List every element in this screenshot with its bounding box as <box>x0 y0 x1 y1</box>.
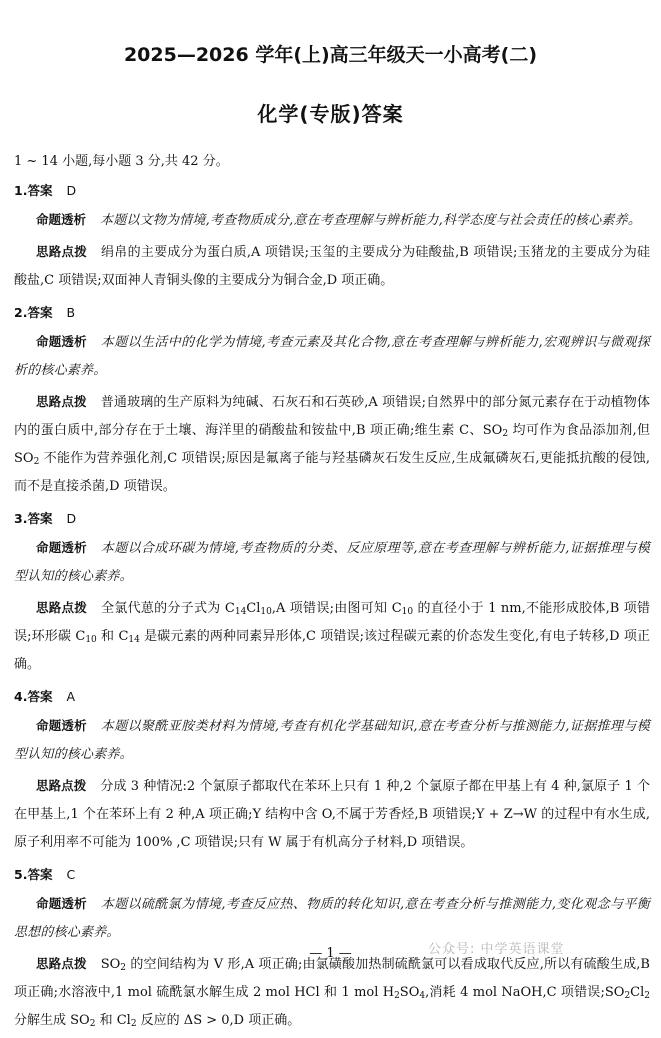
question-number: 1. <box>14 183 28 198</box>
tips-text: 2 <box>644 991 651 1001</box>
tips-text: 4 <box>419 991 426 1001</box>
answer-label: 答案 <box>27 689 53 704</box>
tips-text: 的直径小于 1 nm,不能形成胶体,B 项错误;环形碳 C <box>14 601 650 644</box>
watermark: 公众号: 中学英语课堂 <box>428 942 565 957</box>
tips-paragraph <box>14 772 650 857</box>
tips-text: 绢帛的主要成分为蛋白质,A 项错误;玉玺的主要成分为硅酸盐,B 项错误;玉猪龙的主要成分为硅酸盐,C 项错误;双面神人青铜头像的主要成分为铜合金,D 项正确。 <box>14 245 650 288</box>
question-number: 5. <box>14 867 28 882</box>
analysis-text: 本题以聚酰亚胺类材料为情境,考查有机化学基础知识,意在考查分析与推测能力,证据推理与模型认知的核心素养。 <box>14 719 650 762</box>
tips-paragraph <box>14 594 650 679</box>
tips-paragraph <box>14 950 650 1035</box>
tips-text: 2 <box>33 457 40 467</box>
tips-text: 14 <box>234 607 247 617</box>
tips-text: SO <box>399 985 420 1000</box>
analysis-paragraph <box>14 206 650 235</box>
question-answer-line <box>14 682 650 712</box>
tips-text: SO <box>100 957 121 972</box>
analysis-label: 命题透析 <box>36 896 87 911</box>
tips-label: 思路点拨 <box>36 394 87 409</box>
tips-text: 全氯代葸的分子式为 C <box>101 601 235 616</box>
analysis-text: 本题以文物为情境,考查物质成分,意在考查理解与辨析能力,科学态度与社会责任的核心素养。 <box>100 213 642 228</box>
answer-label: 答案 <box>27 511 53 526</box>
tips-text: ,消耗 4 mol NaOH,C 项错误;SO <box>425 985 625 1000</box>
section-intro: 1 ~ 14 小题,每小题 3 分,共 42 分。 <box>14 154 229 169</box>
tips-text: Cl <box>246 601 261 616</box>
tips-text: 是碳元素的两种同素异形体,C 项错误;该过程碳元素的价态发生变化,有电子转移,D 项正确。 <box>14 629 650 672</box>
analysis-label: 命题透析 <box>36 540 87 555</box>
answer-label: 答案 <box>27 305 53 320</box>
tips-text: 2 <box>502 429 509 439</box>
tips-text: ,A 项错误;由图可知 C <box>271 601 402 616</box>
tips-text: 的空间结构为 V 形,A 项正确;由氯磺酸加热制硫酰氯可以看成取代反应,所以有硫酸生成,B 项正确;水溶液中,1 mol 硫酰氯水解生成 2 mol HCl 和 1 mol H <box>14 957 650 1000</box>
question-answer-line <box>14 176 650 206</box>
answer-value: C <box>66 867 76 882</box>
tips-paragraph <box>14 238 650 295</box>
question-number: 2. <box>14 305 28 320</box>
tips-label: 思路点拨 <box>36 244 88 259</box>
tips-label: 思路点拨 <box>36 956 87 971</box>
analysis-paragraph <box>14 534 650 591</box>
tips-text: 2 <box>89 1019 96 1029</box>
tips-text: 10 <box>401 607 414 617</box>
question-block <box>14 176 650 295</box>
question-block <box>14 298 650 501</box>
answer-label: 答案 <box>27 867 53 882</box>
tips-text: 反应的 ΔS > 0,D 项正确。 <box>136 1013 301 1028</box>
tips-text: 和 C <box>96 629 129 644</box>
tips-text: 分解生成 SO <box>14 1013 90 1028</box>
analysis-label: 命题透析 <box>36 212 87 227</box>
question-number: 3. <box>14 511 28 526</box>
tips-text: 不能作为营养强化剂,C 项错误;原因是氟离子能与羟基磷灰石发生反应,生成氟磷灰石,更能抵抗酸的侵蚀,而不是直接杀菌,D 项错误。 <box>14 451 650 494</box>
answer-list <box>14 176 650 1038</box>
answer-value: D <box>66 183 77 198</box>
tips-text: 均可作为食品添加剂,但 SO <box>14 423 650 466</box>
tips-text: 10 <box>85 635 97 645</box>
tips-text: 2 <box>120 963 127 973</box>
tips-text: 和 Cl <box>95 1013 131 1028</box>
analysis-text: 本题以硫酰氯为情境,考查反应热、物质的转化知识,意在考查分析与推测能力,变化观念与平衡思想的核心素养。 <box>14 897 650 940</box>
subject-title: 化学(专版)答案 <box>257 102 404 126</box>
tips-text: Cl <box>630 985 645 1000</box>
question-answer-line <box>14 860 650 890</box>
exam-title: 2025—2026 学年(上)高三年级天一小高考(二) <box>123 44 538 66</box>
tips-text: 普通玻璃的生产原料为纯碱、石灰石和石英砂,A 项错误;自然界中的部分氮元素存在于动植物体内的蛋白质中,部分存在于土壤、海洋里的硝酸盐和铵盐中,B 项正确;维生素 C、SO <box>14 395 650 438</box>
tips-paragraph <box>14 388 650 501</box>
question-block <box>14 504 650 679</box>
tips-text: 分成 3 种情况:2 个氯原子都取代在苯环上只有 1 种,2 个氯原子都在甲基上有 4 种,氯原子 1 个在甲基上,1 个在苯环上有 2 种,A 项正确;Y 结构中含 O,不属于芳香烃,B 项错误;Y + Z→W 的过程中有水生成,原子利用率不可能为 100% ,C 项错误;只有 W 属于有机高分子材料,D 项错误。 <box>14 779 650 850</box>
answer-value: A <box>66 689 76 704</box>
tips-label: 思路点拨 <box>36 778 87 793</box>
question-answer-line <box>14 298 650 328</box>
question-number: 4. <box>14 689 28 704</box>
analysis-paragraph <box>14 712 650 769</box>
answer-value: D <box>66 511 77 526</box>
analysis-label: 命题透析 <box>36 334 87 349</box>
tips-text: 2 <box>624 991 631 1001</box>
answer-label: 答案 <box>27 183 53 198</box>
analysis-label: 命题透析 <box>36 718 87 733</box>
answer-value: B <box>66 305 76 320</box>
tips-text: 2 <box>130 1019 137 1029</box>
question-block <box>14 682 650 857</box>
question-answer-line <box>14 504 650 534</box>
analysis-text: 本题以生活中的化学为情境,考查元素及其化合物,意在考查理解与辨析能力,宏观辨识与微观探析的核心素养。 <box>14 335 650 378</box>
tips-label: 思路点拨 <box>36 600 88 615</box>
page-number: — 1 — <box>309 946 352 961</box>
analysis-text: 本题以合成环碳为情境,考查物质的分类、反应原理等,意在考查理解与辨析能力,证据推理与模型认知的核心素养。 <box>14 541 650 584</box>
analysis-paragraph <box>14 328 650 385</box>
tips-text: 2 <box>394 991 400 1001</box>
tips-text: 10 <box>260 607 272 617</box>
tips-text: 14 <box>128 635 140 645</box>
